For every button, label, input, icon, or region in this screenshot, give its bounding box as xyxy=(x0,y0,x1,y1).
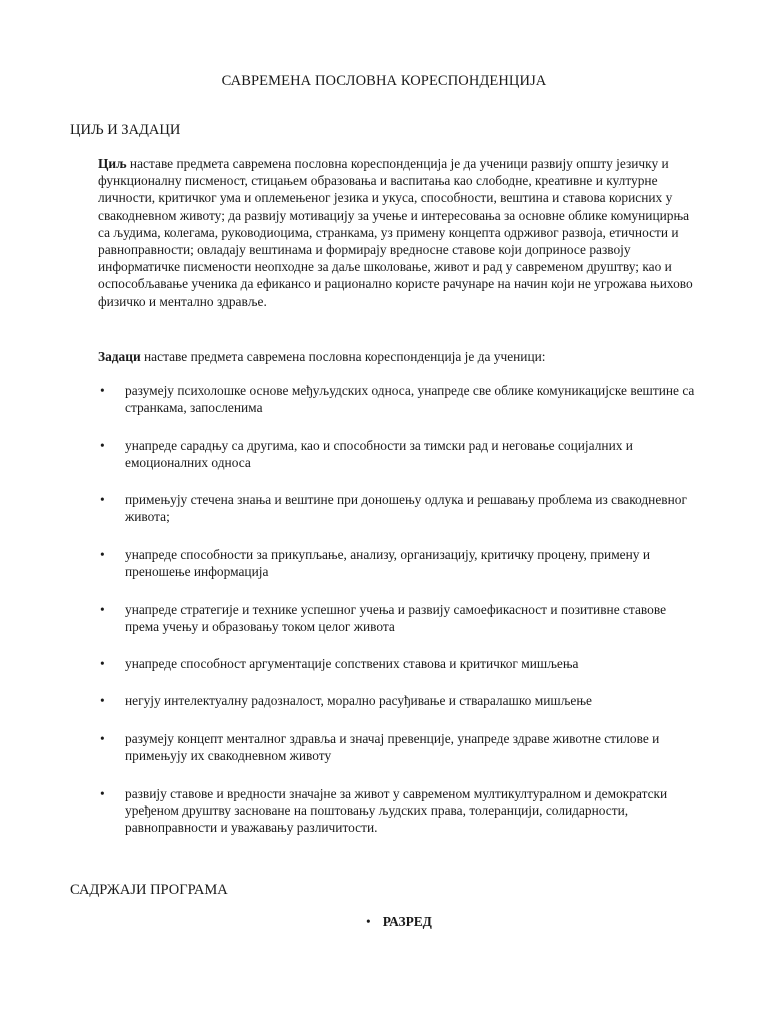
goal-text: наставе предмета савремена пословна кореспонденција је да ученици развију општу језичку и функционалну писменост, стицањем образовања и васпитања као слободне, креативне и културне личности, критичког ума и оплемењеног језика и укуса, способности, вештина и ставова корисних у свакодневном животу; да развију мотивацију за учење и интересовања за основне облике комуницирња са људима, колегама, руководиоцима, странкама, уз примену концепта одрживог развоја, етичности и равноправности; овладају вештинама и формирају вредносне ставове који доприносе развоју информатичке писмености неопходне за даље школовање, живот и рад у савременом друштву; као и оспособљавање ученика да ефикансо и рационално користе рачунаре на начин који не угрожава њихово физичко и ментално здравље. xyxy=(98,156,693,309)
section-heading-goals: ЦИЉ И ЗАДАЦИ xyxy=(70,122,181,138)
bullet-icon: • xyxy=(100,656,105,671)
list-item-text: примењују стечена знања и вештине при доношењу одлука и решавању проблема из свакодневног живота; xyxy=(125,492,687,525)
tasks-intro-text: наставе предмета савремена пословна кореспонденција је да ученици: xyxy=(140,349,546,364)
list-item-text: унапреде способност аргументације сопствених ставова и критичког мишљења xyxy=(125,656,579,671)
bullet-icon: • xyxy=(100,492,105,507)
bullet-icon: • xyxy=(100,547,105,562)
list-item xyxy=(98,601,698,635)
list-item-text: унапреде способности за прикупљање, анализу, организацију, критичку процену, примену и преношење информација xyxy=(125,547,650,580)
document-title: САВРЕМЕНА ПОСЛОВНА КОРЕСПОНДЕНЦИЈА xyxy=(221,73,547,89)
list-item-text: развију ставове и вредности значајне за живот у савременом мултикултуралном и демократски уређеном друштву засноване на поштовању људских права, толеранцији, солидарности, равноправности и уважавању различитости. xyxy=(125,786,668,836)
bullet-icon: • xyxy=(100,383,105,398)
list-item xyxy=(98,546,698,580)
list-item-text: разумеју концепт менталног здравља и значај превенције, унапреде здраве животне стилове и примењују их свакодневном животу xyxy=(125,731,660,764)
list-item-text: унапреде сарадњу са другима, као и способности за тимски рад и неговање социјалних и емоционалних односа xyxy=(125,438,633,471)
list-item xyxy=(98,692,698,709)
bullet-icon: • xyxy=(100,786,105,801)
list-item xyxy=(98,437,698,471)
goal-paragraph xyxy=(98,155,698,310)
goal-label: Циљ xyxy=(98,156,127,171)
list-item-text: унапреде стратегије и технике успешног учења и развију самоефикасност и позитивне ставове према учењу и образовању током целог живота xyxy=(125,602,667,635)
list-item xyxy=(98,382,698,416)
list-item xyxy=(98,655,698,672)
grade-heading xyxy=(366,914,432,930)
grade-label: РАЗРЕД xyxy=(382,914,432,929)
list-item-text: негују интелектуалну радозналост, морално расуђивање и стваралашко мишљење xyxy=(125,693,592,708)
bullet-icon: • xyxy=(100,693,105,708)
list-item xyxy=(98,730,698,764)
section-heading-content: САДРЖАЈИ ПРОГРАМА xyxy=(70,882,228,898)
list-item-text: разумеју психолошке основе међуљудских односа, унапреде све облике комуникацијске вештине са странкама, запосленима xyxy=(125,383,695,416)
bullet-icon: • xyxy=(100,731,105,746)
tasks-label: Задаци xyxy=(98,349,141,364)
bullet-icon: • xyxy=(366,914,371,929)
tasks-intro-paragraph xyxy=(98,348,698,365)
list-item xyxy=(98,785,698,837)
bullet-icon: • xyxy=(100,602,105,617)
bullet-icon: • xyxy=(100,438,105,453)
list-item xyxy=(98,491,698,525)
